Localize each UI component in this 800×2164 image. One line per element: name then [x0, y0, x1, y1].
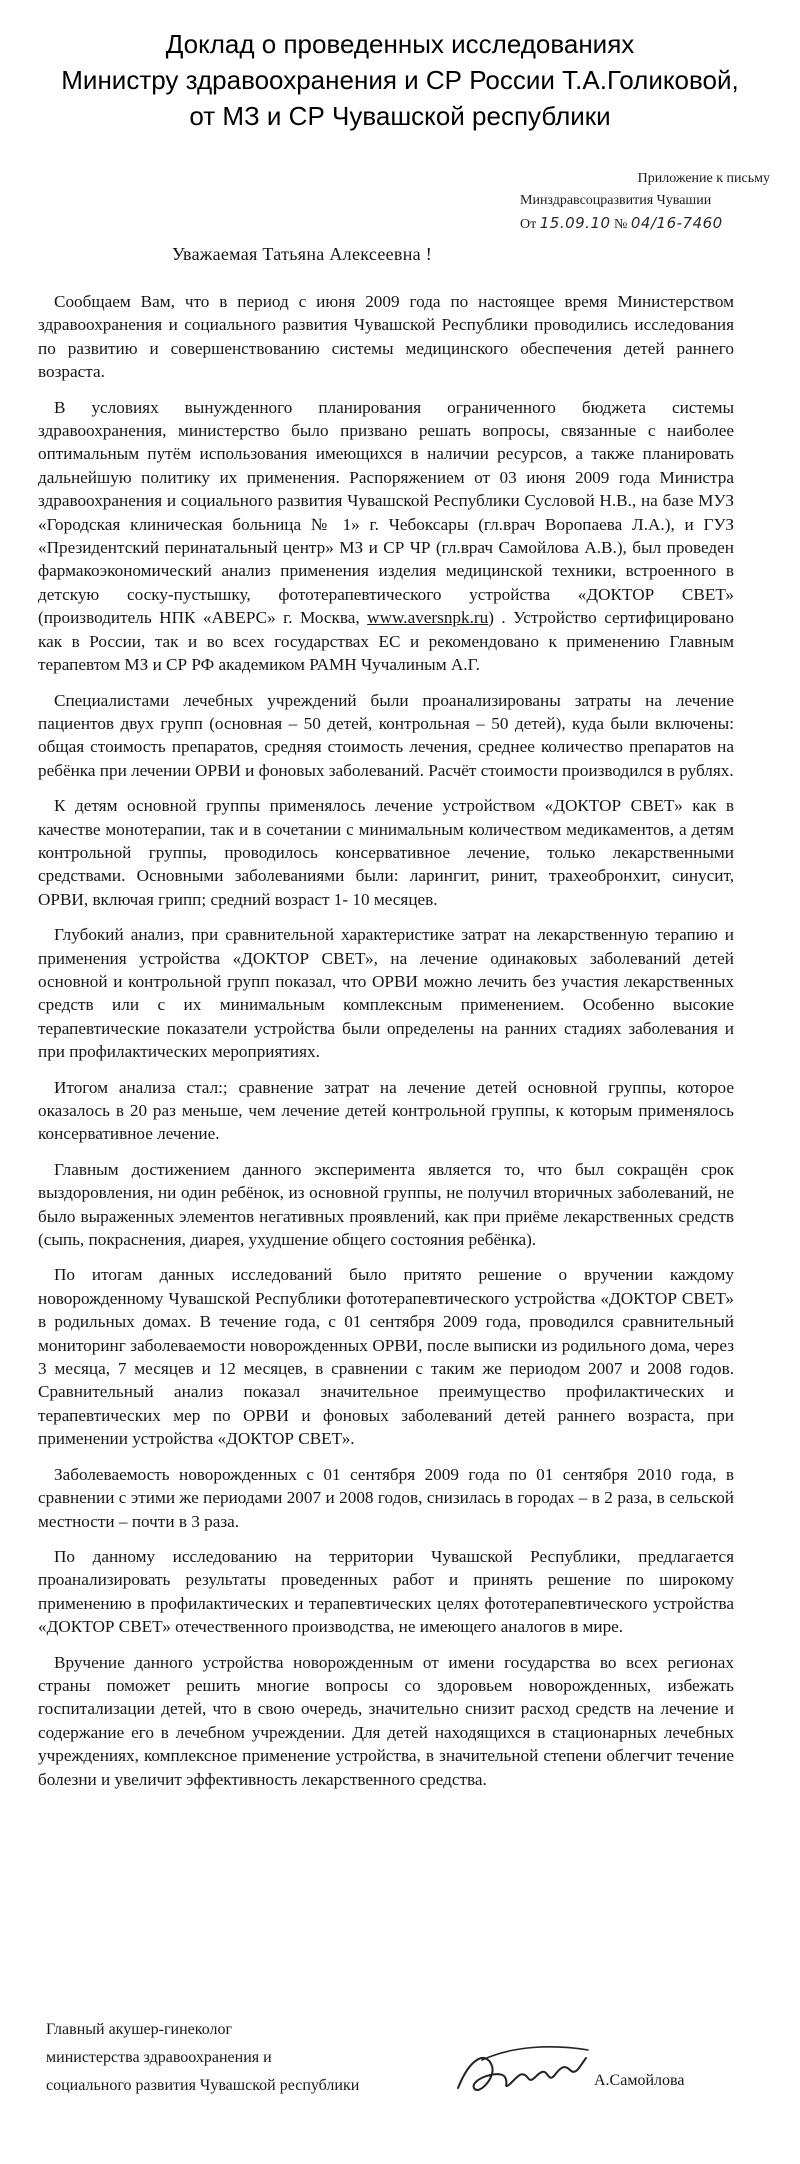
signatory-title	[46, 2016, 486, 2100]
paragraph-2-text: В условиях вынужденного планирования ограниченного бюджета системы здравоохранения, министерство было призвано решать вопросы, связанные с наиболее оптимальным путём использования имеющихся в наличии ресурсов, а также планировать дальнейшую политику их применения. Распоряжением от 03 июня 2009 года Министра здравоохранения и социального развития Чувашской Республики Сусловой Н.В., на базе МУЗ «Городская клиническая больница № 1» г. Чебоксары (гл.врач Воропаева Л.А.), и ГУЗ «Президентский перинатальный центр» МЗ и СР ЧР (гл.врач Самойлова А.В.), был проведен фармакоэкономический анализ применения изделия медицинской техники, встроенного в детскую соску-пустышку, фототерапевтического устройства «ДОКТОР СВЕТ» (производитель НПК «АВЕРС» г. Москва,	[38, 397, 734, 628]
title-line-1: Доклад о проведенных исследованиях	[165, 29, 635, 59]
appendix-line-2: Минздравсоцразвития Чувашии	[520, 193, 712, 208]
title-line-2: Министру здравоохранения и СР России Т.А.Голиковой,	[61, 65, 739, 95]
paragraph-10: По данному исследованию на территории Чувашской Республики, предлагается проанализировать результаты проведенных работ и принять решение по широкому применению в профилактических и терапевтических целях фототерапевтического устройства «ДОКТОР СВЕТ» отечественного производства, не имеющего аналогов в мире.	[38, 1546, 734, 1637]
paragraph-6: Итогом анализа стал:; сравнение затрат на лечение детей основной группы, которое оказалось в 20 раз меньше, чем лечение детей контрольной группы, к которым применялось консервативное лечение.	[38, 1077, 734, 1144]
title-line-3: от МЗ и СР Чувашской республики	[189, 101, 611, 131]
date-prefix: От	[520, 217, 537, 232]
letter-body	[38, 290, 734, 1803]
paragraph-11: Вручение данного устройства новорожденным от имени государства во всех регионах страны поможет решить многие вопросы со здоровьем новорожденных, избежать госпитализации детей, что в свою очередь, значительно снизит расход средств на лечение и содержание его в лечебном учреждении. Для детей находящихся в стационарных лечебных учреждениях, комплексное применение устройства, в значительной степени облегчит течение болезни и увеличит эффективность лекарственного средства.	[38, 1652, 734, 1789]
handwritten-signature	[452, 2040, 592, 2108]
handwritten-date: 15.09.10	[539, 214, 611, 232]
paragraph-2-text-end: ) . Устройство сертифицировано как в России, так и во всех государствах ЕС и рекомендовано к применению Главным терапевтом МЗ и СР РФ академиком РАМН Чучалиным А.Г.	[38, 608, 734, 675]
signatory-line-1: Главный акушер-гинеколог	[46, 2021, 233, 2038]
paragraph-1: Сообщаем Вам, что в период с июня 2009 года по настоящее время Министерством здравоохранения и социального развития Чувашской Республики проводились исследования по развитию и совершенствованию системы медицинского обеспечения детей раннего возраста.	[38, 292, 734, 382]
appendix-ref-line	[520, 212, 790, 236]
website-link[interactable]: www.aversnpk.ru	[367, 608, 489, 628]
signatory-line-3: социального развития Чувашской республики	[46, 2077, 360, 2094]
handwritten-number: 04/16-7460	[630, 214, 723, 232]
paragraph-2	[38, 396, 734, 677]
signatory-name: А.Самойлова	[594, 2072, 685, 2089]
greeting: Уважаемая Татьяна Алексеевна !	[172, 244, 433, 264]
paragraph-5: Глубокий анализ, при сравнительной характеристике затрат на лекарственную терапию и применения устройства «ДОКТОР СВЕТ», на лечение одинаковых заболеваний детей основной и контрольной групп показал, что ОРВИ можно лечить без участия лекарственных средств или с их минимальным комплексным применением. Особенно высокие терапевтические показатели устройства были определены на ранних стадиях заболевания и при профилактических мероприятиях.	[38, 925, 734, 1062]
paragraph-8: По итогам данных исследований было притято решение о вручении каждому новорожденному Чувашской Республики фототерапевтического устройства «ДОКТОР СВЕТ» в родильных домах. В течение года, с 01 сентября 2009 года, проводился сравнительный мониторинг заболеваемости новорожденных ОРВИ, после выписки из родильного дома, через 3 месяца, 7 месяцев и 12 месяцев, в сравнении с таким же периодом 2007 и 2008 годов. Сравнительный анализ показал значительное преимущество профилактических и терапевтических мер по ОРВИ и фоновых заболеваний детей раннего возраста, при применении устройства «ДОКТОР СВЕТ».	[38, 1265, 734, 1449]
paragraph-3: Специалистами лечебных учреждений были проанализированы затраты на лечение пациентов двух групп (основная – 50 детей, контрольная – 50 детей), куда были включены: общая стоимость препаратов, средняя стоимость лечения, среднее количество препаратов на ребёнка при лечении ОРВИ и фоновых заболеваний. Расчёт стоимости производился в рублях.	[38, 690, 734, 780]
appendix-line-1: Приложение к письму	[637, 171, 770, 186]
appendix-note	[520, 168, 790, 236]
number-prefix: №	[614, 217, 628, 232]
paragraph-9: Заболеваемость новорожденных с 01 сентября 2009 года по 01 сентября 2010 года, в сравнении с этими же периодами 2007 и 2008 годов, снизилась в городах – в 2 раза, в сельской местности – почти в 3 раза.	[38, 1464, 734, 1531]
paragraph-4: К детям основной группы применялось лечение устройством «ДОКТОР СВЕТ» как в качестве монотерапии, так и в сочетании с минимальным количеством медикаментов, а детям контрольной группы, проводилось консервативное лечение, только лекарственными средствами. Основными заболеваниями были: ларингит, ринит, трахеобронхит, синусит, ОРВИ, включая грипп; средний возраст 1- 10 месяцев.	[38, 796, 734, 909]
paragraph-7: Главным достижением данного эксперимента является то, что был сокращён срок выздоровления, ни один ребёнок, из основной группы, не получил вторичных заболеваний, не было выраженных элементов негативных проявлений, как при приёме лекарственных средств (сыпь, покраснения, диарея, ухудшение общего состояния ребёнка).	[38, 1159, 734, 1250]
document-title	[40, 26, 760, 134]
signatory-line-2: министерства здравоохранения и	[46, 2049, 272, 2066]
